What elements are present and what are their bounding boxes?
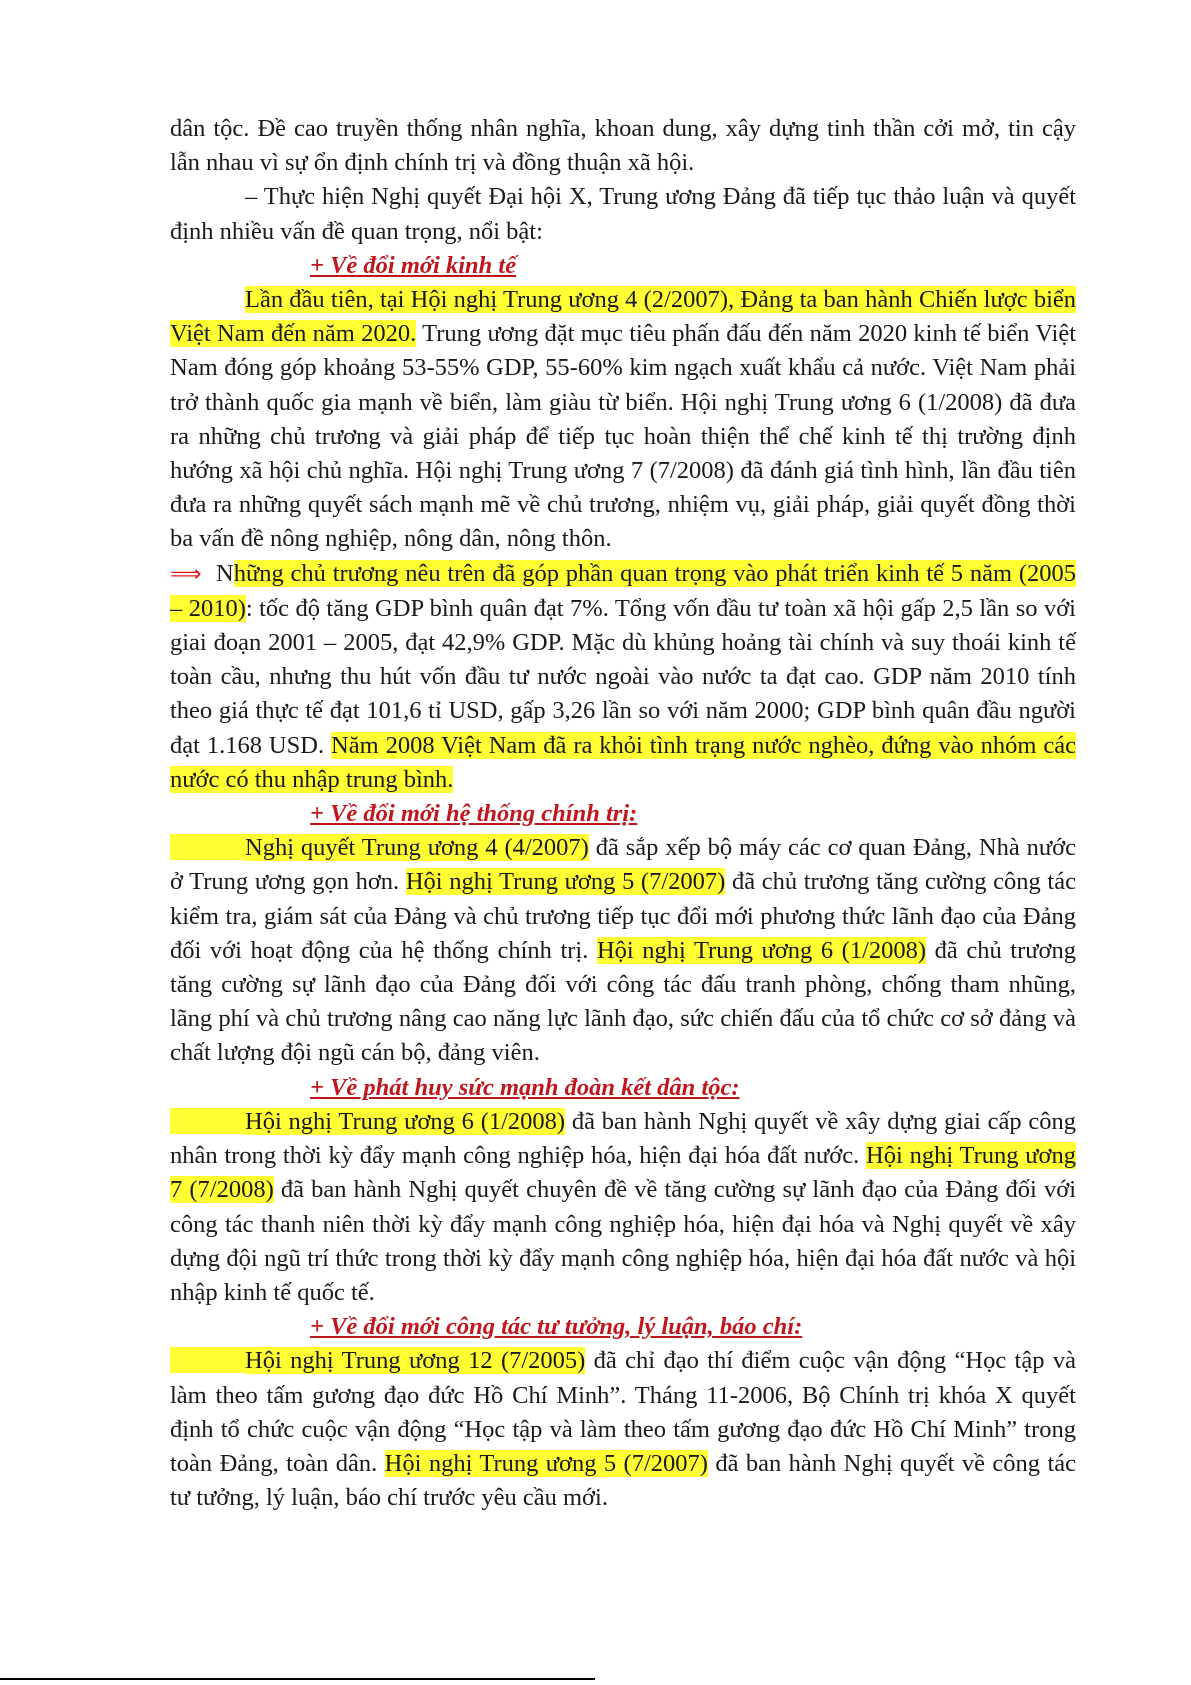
highlight-text: Năm 2008 Việt Nam đã ra khỏi tình trạng nước nghèo, đứng vào nhóm các nước có thu nhập trung bình.: [170, 731, 1077, 793]
footer-rule: [0, 1678, 595, 1680]
highlight-text: Hội nghị Trung ương 6 (1/2008): [245, 1107, 566, 1135]
paragraph-dai-hoi: – Thực hiện Nghị quyết Đại hội X, Trung ương Đảng đã tiếp tục thảo luận và quyết định nhiều vấn đề quan trọng, nổi bật:: [170, 183, 1076, 245]
paragraph-tu-tuong: [170, 1344, 1076, 1515]
highlight-text: Hội nghị Trung ương 5 (7/2007): [405, 868, 726, 896]
paragraph-doan-ket: [170, 1105, 1076, 1310]
paragraph-text: : tốc độ tăng GDP bình quân đạt 7%. Tổng vốn đầu tư toàn xã hội gấp 2,5 lần so với giai đoạn 2001 – 2005, đạt 42,9% GDP. Mặc dù khủng hoảng tài chính và suy thoái kinh tế toàn cầu, nhưng thu hút vốn đầu tư nước ngoài vào nước ta đạt cao. GDP năm 2010 tính theo giá thực tế đạt 101,6 tỉ USD, gấp 3,26 lần so với năm 2000; GDP bình quân đầu người đạt 1.168 USD.: [170, 594, 1076, 759]
paragraph-intro: dân tộc. Đề cao truyền thống nhân nghĩa, khoan dung, xây dựng tinh thần cởi mở, tin cậy lẫn nhau vì sự ổn định chính trị và đồng thuận xã hội.: [170, 115, 1076, 177]
highlight-text: Lần đầu tiên, tại Hội nghị Trung ương 4 (2/2007), Đảng ta ban hành Chiến lược biển Việt Nam đến năm 2020.: [170, 286, 1076, 348]
highlight-text: Hội nghị Trung ương 6 (1/2008): [596, 936, 927, 964]
highlight-text: Nghị quyết Trung ương 4 (4/2007): [245, 834, 589, 862]
highlight-indent: [170, 834, 245, 860]
highlight-indent: [170, 1347, 245, 1373]
drop-letter: N: [216, 559, 234, 587]
highlight-text: Hội nghị Trung ương 12 (7/2005): [245, 1347, 586, 1375]
document-body: [170, 112, 1076, 1515]
paragraph-text: đã ban hành Nghị quyết về công tác tư tưởng, lý luận, báo chí trước yêu cầu mới.: [170, 1449, 1076, 1512]
highlight-text: hững chủ trương nêu trên đã góp phần quan trọng vào phát triển kinh tế 5 năm (2005 – 2010): [170, 559, 1076, 622]
paragraph-text: đã chỉ đạo thí điểm cuộc vận động “Học tập và làm theo tấm gương đạo đức Hồ Chí Minh”. Tháng 11-2006, Bộ Chính trị khóa X quyết định tổ chức cuộc vận động “Học tập và làm theo tấm gương đạo đức Hồ Chí Minh” trong toàn Đảng, toàn dân.: [170, 1347, 1076, 1477]
double-arrow-icon: ⟹: [170, 561, 202, 587]
highlight-text: Hội nghị Trung ương 7 (7/2008): [170, 1142, 1076, 1204]
highlight-text: Hội nghị Trung ương 5 (7/2007): [384, 1449, 708, 1477]
heading-kinh-te: + Về đổi mới kinh tế: [310, 251, 517, 279]
paragraph-chinh-tri: [170, 831, 1076, 1070]
heading-doan-ket: + Về phát huy sức mạnh đoàn kết dân tộc:: [310, 1073, 740, 1101]
highlight-indent: [170, 1108, 245, 1134]
paragraph-text: đã chủ trương tăng cường công tác kiểm tra, giám sát của Đảng và chủ trương tiếp tục đổi mới phương thức lãnh đạo của Đảng đối với hoạt động của hệ thống chính trị.: [170, 868, 1076, 964]
paragraph-text: đã ban hành Nghị quyết về xây dựng giai cấp công nhân trong thời kỳ đẩy mạnh công nghiệp hóa, hiện đại hóa đất nước.: [170, 1107, 1076, 1170]
heading-tu-tuong: + Về đổi mới công tác tư tưởng, lý luận, báo chí:: [310, 1313, 803, 1341]
heading-he-thong-chinh-tri: + Về đổi mới hệ thống chính trị:: [310, 800, 638, 828]
paragraph-text: đã sắp xếp bộ máy các cơ quan Đảng, Nhà nước ở Trung ương gọn hơn.: [170, 834, 1076, 896]
paragraph-ket-qua: [170, 557, 1076, 797]
paragraph-text: đã ban hành Nghị quyết chuyên đề về tăng cường sự lãnh đạo của Đảng đối với công tác thanh niên thời kỳ đẩy mạnh công nghiệp hóa, hiện đại hóa và Nghị quyết về xây dựng đội ngũ trí thức trong thời kỳ đẩy mạnh công nghiệp hóa, hiện đại hóa đất nước và hội nhập kinh tế quốc tế.: [170, 1176, 1077, 1306]
paragraph-text: Trung ương đặt mục tiêu phấn đấu đến năm 2020 kinh tế biển Việt Nam đóng góp khoảng 53-55% GDP, 55-60% kim ngạch xuất khẩu cả nước. Việt Nam phải trở thành quốc gia mạnh về biển, làm giàu từ biển. Hội nghị Trung ương 6 (1/2008) đã đưa ra những chủ trương và giải pháp để tiếp tục hoàn thiện thể chế kinh tế thị trường định hướng xã hội chủ nghĩa. Hội nghị Trung ương 7 (7/2008) đã đánh giá tình hình, lần đầu tiên đưa ra những quyết sách mạnh mẽ về chủ trương, nhiệm vụ, giải pháp, giải quyết đồng thời ba vấn đề nông nghiệp, nông dân, nông thôn.: [170, 320, 1076, 553]
paragraph-text: đã chủ trương tăng cường sự lãnh đạo của Đảng đối với công tác đấu tranh phòng, chống tham nhũng, lãng phí và chủ trương nâng cao năng lực lãnh đạo, sức chiến đấu của tổ chức cơ sở đảng và chất lượng đội ngũ cán bộ, đảng viên.: [170, 936, 1076, 1067]
paragraph-kinh-te: [170, 283, 1076, 557]
